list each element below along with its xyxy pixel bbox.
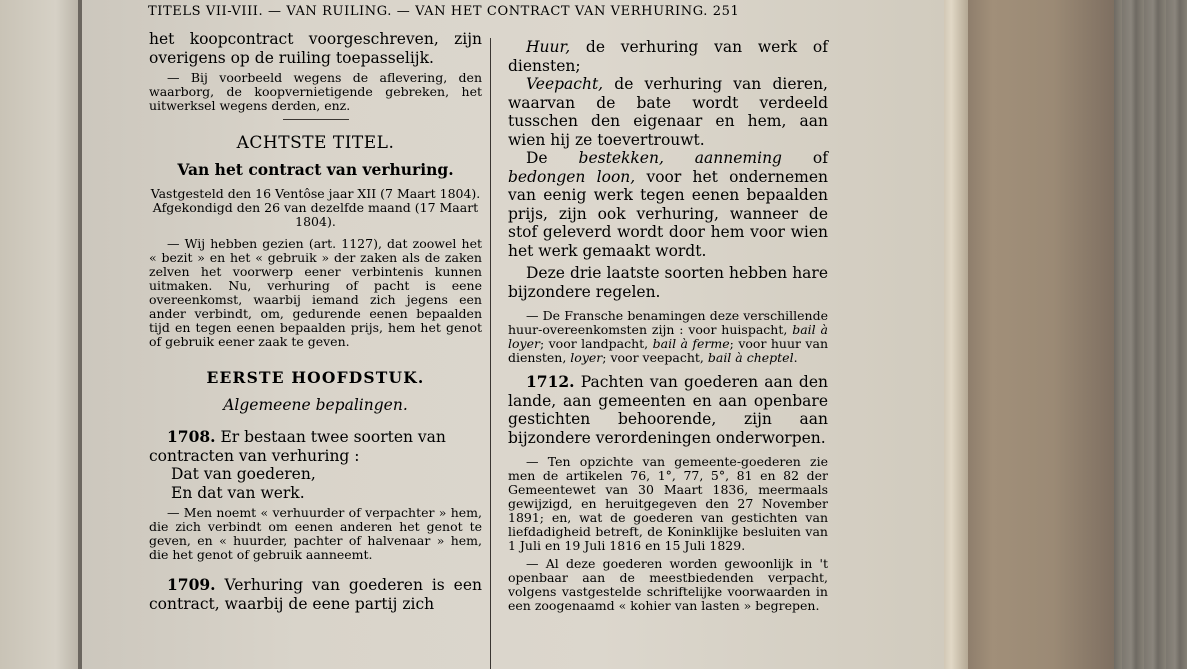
page-number: 251 — [712, 4, 740, 19]
page-edges — [940, 0, 968, 669]
term: Huur, — [526, 38, 571, 56]
right-column — [508, 38, 828, 613]
note: — Men noemt « verhuurder of verpachter » hem, die zich verbindt om eenen anderen het genot te geven, en « huurder, pachter of halvenaar » hem, die het genot of gebruik aanneemt. — [149, 505, 482, 562]
article-1712 — [508, 373, 828, 447]
running-head-title: TITELS VII-VIII. — VAN RUILING. — VAN HET CONTRACT VAN VERHURING. — [148, 4, 708, 19]
note-text: ; voor huur van diensten, — [508, 336, 828, 365]
definition-text: of — [812, 149, 828, 167]
facing-page — [0, 0, 80, 669]
paragraph: het koopcontract voorgeschreven, zijn overigens op de ruiling toepasselijk. — [149, 30, 482, 67]
chapter-heading: EERSTE HOOFDSTUK. — [206, 368, 425, 387]
definition-text: De — [526, 149, 548, 167]
note: — Al deze goederen worden gewoonlijk in 't openbaar aan de meestbiedenden verpacht, volgens vastgestelde schriftelijke voorwaarden in een zoogenaamd « kohier van lasten » begrepen. — [508, 556, 828, 613]
definition-text: voor het ondernemen van eenig werk tegen eenen bepaalden prijs, zijn ook verhuring, wanneer de stof geleverd wordt door hem voor wien het werk gemaakt wordt. — [508, 167, 828, 260]
article-1709 — [149, 576, 482, 613]
paragraph: Deze drie laatste soorten hebben hare bijzondere regelen. — [508, 264, 828, 301]
note: — Ten opzichte van gemeente-goederen zie men de artikelen 76, 1°, 77, 5°, 81 en 82 der Gemeentewet van 30 Maart 1836, meermaals gewijzigd, en heruitgegeven den 27 November 1891; en, wat de goederen van gestichten van liefdadigheid betreft, de Koninklijke besluiten van 1 Juli en 19 Juli 1816 en 15 Juli 1829. — [508, 454, 828, 553]
article-list-item: En dat van werk. — [171, 483, 305, 502]
article-text: Er bestaan twee soorten van contracten van verhuring : — [149, 428, 446, 465]
note-text: ; voor landpacht, — [539, 336, 649, 351]
french-term: bail à cheptel — [707, 350, 794, 365]
french-term: bail à loyer — [508, 322, 828, 351]
left-column — [149, 30, 482, 613]
article-text: Verhuring van goederen is een contract, waarbij de eene partij zich — [149, 576, 482, 613]
enactment-note: Vastgesteld den 16 Ventôse jaar XII (7 Maart 1804). Afgekondigd den 26 van dezelfde maand (17 Maart 1804). — [150, 186, 481, 229]
book-cover — [962, 0, 1114, 669]
french-term: loyer — [570, 350, 603, 365]
column-rule — [490, 38, 491, 669]
chapter-subheading: Algemeene bepalingen. — [223, 395, 408, 414]
title-subheading: Van het contract van verhuring. — [177, 159, 454, 179]
note: — Bij voorbeeld wegens de aflevering, den waarborg, de koopvernietigende gebreken, het uitwerksel wegens derden, enz. — [149, 70, 482, 113]
article-number: 1712. — [526, 372, 575, 391]
definition-huur — [508, 38, 828, 75]
term: bedongen loon, — [508, 167, 636, 186]
title-heading: ACHTSTE TITEL. — [236, 133, 395, 153]
french-term: bail à ferme — [652, 336, 730, 351]
definition-text: de verhuring van werk of diensten; — [508, 38, 828, 75]
note-text: — De Fransche benamingen deze verschillende huur-overeenkomsten zijn : voor huispacht, — [508, 308, 828, 337]
article-text: Pachten van goederen aan den lande, aan gemeenten en aan openbare gestichten behoorende, zijn aan bijzondere verordeningen onderworpen. — [508, 373, 828, 447]
article-1708 — [149, 428, 482, 465]
article-number: 1708. — [167, 427, 216, 446]
term: bestekken, aanneming — [578, 149, 782, 167]
note-french-terms — [508, 309, 828, 365]
note-text: . — [793, 350, 798, 365]
article-number: 1709. — [167, 575, 216, 594]
term: Veepacht, — [526, 75, 604, 93]
running-head — [148, 4, 828, 19]
intro-note: — Wij hebben gezien (art. 1127), dat zoowel het « bezit » en het « gebruik » der zaken als de zaken zelven het voorwerp eener verbintenis kunnen uitmaken. Nu, verhuring of pacht is eene overeenkomst, waarbij iemand zich jegens een ander verbindt, om, gedurende eenen bepaalden tijd en tegen eenen bepaalden prijs, hem het genot of gebruik eener zaak te geven. — [149, 236, 482, 349]
section-rule — [283, 119, 349, 120]
definition-text: de verhuring van dieren, waarvan de bate wordt verdeeld tusschen den eigenaar en hem, aan wien hij ze toevertrouwt. — [508, 75, 828, 149]
definition-veepacht — [508, 75, 828, 149]
definition-bestekken — [508, 149, 828, 260]
note-text: ; voor veepacht, — [602, 350, 704, 365]
article-list-item: Dat van goederen, — [171, 465, 316, 483]
